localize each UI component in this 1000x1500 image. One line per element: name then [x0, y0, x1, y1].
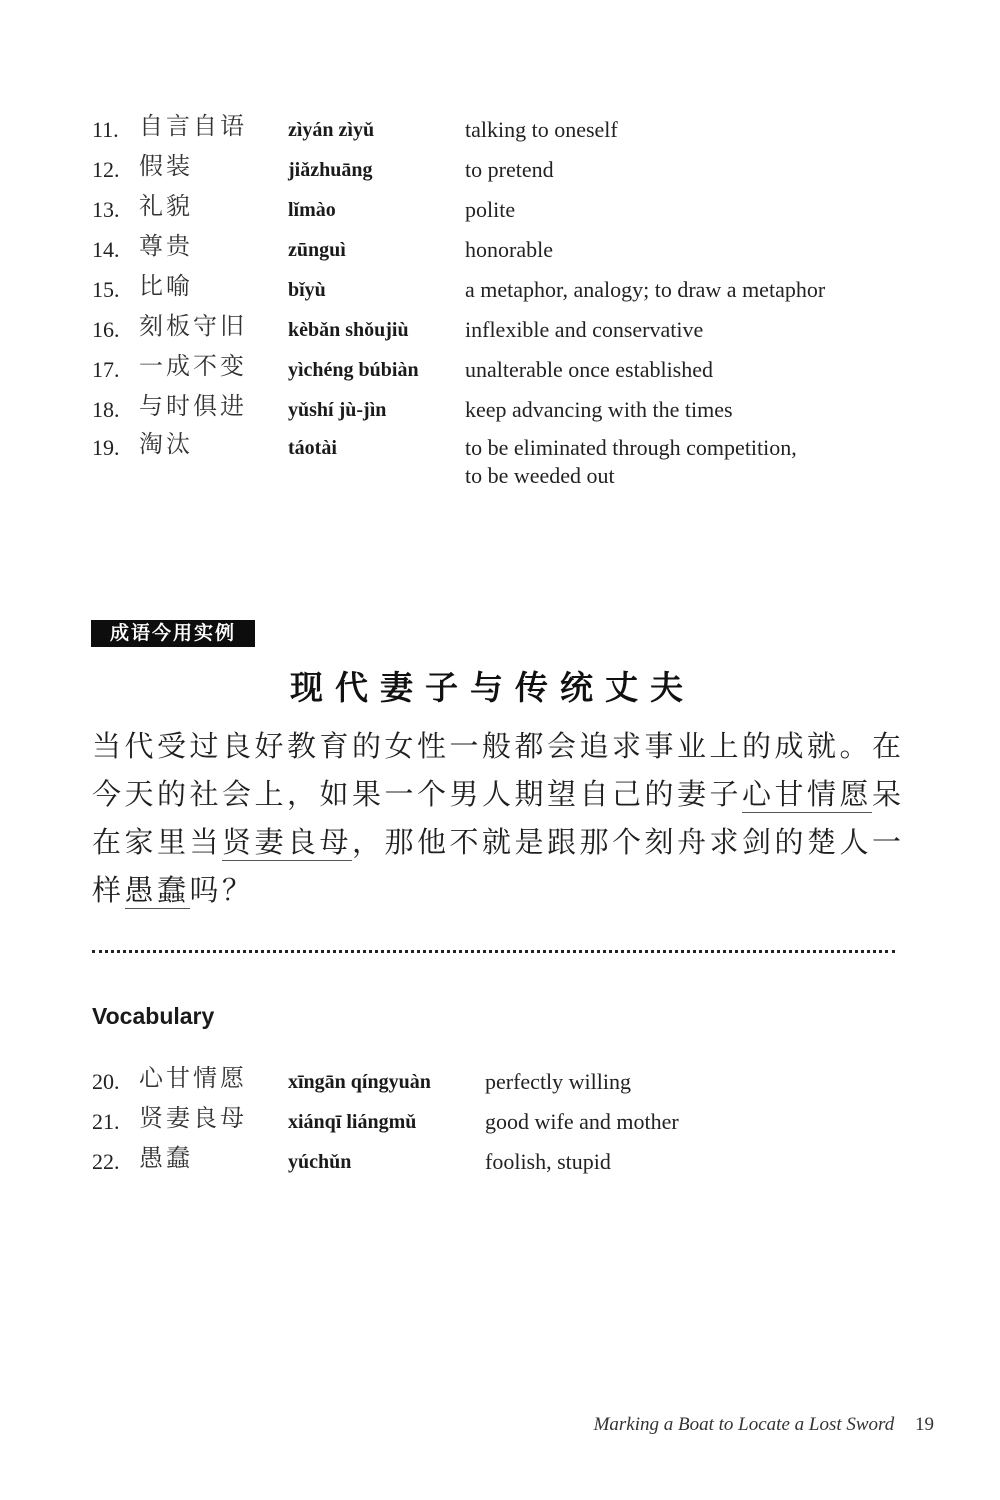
article-body	[92, 722, 905, 914]
article-line-2	[92, 770, 905, 818]
article-text: 在家里当	[92, 825, 223, 859]
article-text: 呆	[872, 777, 905, 811]
vocabulary-heading: Vocabulary	[92, 1003, 215, 1029]
entry-gloss: perfectly willing	[485, 1069, 632, 1094]
entry-pinyin: yǔshí jù-jìn	[288, 399, 387, 421]
entry-gloss: inflexible and conservative	[465, 317, 704, 342]
entry-number: 18.	[92, 397, 120, 422]
entry-number: 20.	[92, 1069, 120, 1094]
article-text: 吗？	[189, 873, 255, 907]
article-line-1	[92, 722, 905, 770]
entry-pinyin: xiánqī liángmǔ	[288, 1111, 417, 1133]
entry-hanzi: 贤妻良母	[139, 1104, 247, 1132]
entry-pinyin: jiǎzhuāng	[288, 159, 373, 181]
entry-number: 17.	[92, 357, 120, 382]
article-text: 当代受过良好教育的女性一般都会追求事业上的成就。在	[92, 729, 905, 763]
entry-number: 22.	[92, 1149, 120, 1174]
dotted-divider	[92, 950, 895, 953]
entry-pinyin: yúchǔn	[288, 1151, 352, 1173]
entry-gloss: foolish, stupid	[485, 1149, 611, 1174]
underlined-idiom: 心甘情愿	[742, 777, 873, 811]
entry-hanzi: 自言自语	[139, 112, 247, 140]
entry-gloss-line-1: to be eliminated through competition,	[465, 435, 797, 460]
entry-hanzi: 与时俱进	[139, 392, 247, 420]
entry-hanzi: 愚蠢	[139, 1144, 193, 1172]
entry-pinyin: bǐyù	[288, 279, 326, 301]
entry-pinyin: yìchéng búbiàn	[288, 359, 419, 381]
page-footer	[594, 1414, 934, 1436]
entry-number: 12.	[92, 157, 120, 182]
entry-pinyin: zìyán zìyǔ	[288, 119, 375, 141]
entry-pinyin: zūnguì	[288, 239, 346, 261]
entry-gloss: talking to oneself	[465, 117, 618, 142]
article-text: 样	[92, 873, 125, 907]
entry-gloss: a metaphor, analogy; to draw a metaphor	[465, 277, 826, 302]
article-text: ，那他不就是跟那个刻舟求剑的楚人一	[352, 825, 905, 859]
entry-gloss: honorable	[465, 237, 553, 262]
entry-pinyin: kèbǎn shǒujiù	[288, 319, 409, 341]
entry-pinyin: táotài	[288, 437, 337, 459]
entry-pinyin: xīngān qíngyuàn	[288, 1071, 431, 1093]
entry-hanzi: 礼貌	[139, 192, 193, 220]
entry-number: 11.	[92, 117, 119, 142]
entry-hanzi: 淘汰	[139, 430, 193, 458]
entry-hanzi: 刻板守旧	[139, 312, 247, 340]
entry-pinyin: lǐmào	[288, 199, 336, 221]
entry-gloss: unalterable once established	[465, 357, 714, 382]
article-line-3	[92, 818, 905, 866]
entry-hanzi: 尊贵	[139, 232, 193, 260]
running-title: Marking a Boat to Locate a Lost Sword	[593, 1414, 895, 1435]
entry-hanzi: 假装	[139, 152, 193, 180]
entry-number: 21.	[92, 1109, 120, 1134]
entry-hanzi: 一成不变	[139, 352, 247, 380]
entry-gloss: to pretend	[465, 157, 554, 182]
section-label: 成语今用实例	[91, 620, 255, 647]
underlined-idiom: 贤妻良母	[222, 825, 353, 859]
entry-number: 13.	[92, 197, 120, 222]
entry-hanzi: 比喻	[139, 272, 193, 300]
article-title: 现代妻子与传统丈夫	[290, 668, 695, 707]
entry-number: 14.	[92, 237, 120, 262]
entry-hanzi: 心甘情愿	[139, 1064, 247, 1092]
article-text: 今天的社会上，如果一个男人期望自己的妻子	[92, 777, 743, 811]
entry-gloss: good wife and mother	[485, 1109, 679, 1134]
page-number: 19	[915, 1414, 934, 1435]
entry-gloss-line-2: to be weeded out	[465, 463, 615, 488]
underlined-idiom: 愚蠢	[124, 873, 190, 907]
entry-number: 15.	[92, 277, 120, 302]
entry-number: 16.	[92, 317, 120, 342]
entry-gloss: keep advancing with the times	[465, 397, 733, 422]
entry-gloss: polite	[465, 197, 516, 222]
entry-number: 19.	[92, 435, 120, 460]
article-line-4	[92, 866, 902, 914]
